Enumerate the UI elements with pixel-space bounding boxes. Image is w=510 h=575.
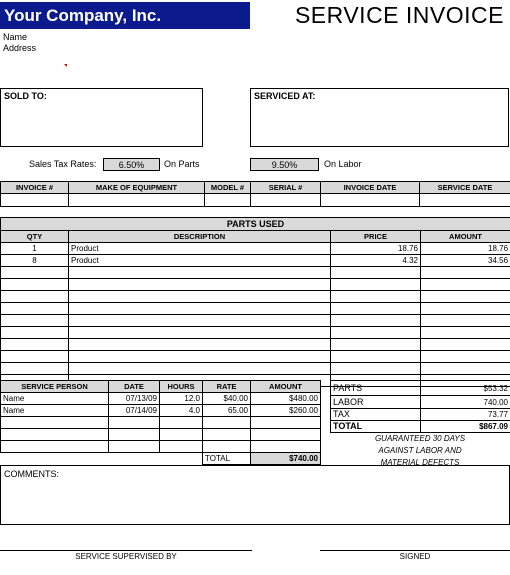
- labor-amount-cell[interactable]: $260.00: [251, 405, 321, 417]
- service-person-cell[interactable]: [1, 441, 109, 453]
- comments-label: COMMENTS:: [4, 469, 59, 479]
- price-cell[interactable]: 4.32: [331, 255, 421, 267]
- company-name: Your Company, Inc.: [0, 2, 250, 29]
- labor-amount-cell[interactable]: $480.00: [251, 393, 321, 405]
- date-cell[interactable]: [109, 417, 160, 429]
- qty-cell[interactable]: 1: [1, 243, 69, 255]
- table-row: [1, 315, 510, 327]
- parts-table: [0, 217, 510, 387]
- table-row: [1, 405, 321, 417]
- description-cell[interactable]: [69, 339, 331, 351]
- summary-total-label: TOTAL: [331, 421, 421, 433]
- invoice-date-header: INVOICE DATE: [321, 182, 420, 194]
- amount-cell[interactable]: [421, 291, 510, 303]
- summary-labor-label: LABOR: [331, 396, 421, 409]
- summary-parts-value: $53.32: [421, 381, 510, 396]
- labor-tax-label: On Labor: [324, 159, 362, 169]
- rate-cell[interactable]: [203, 417, 251, 429]
- qty-cell[interactable]: [1, 351, 69, 363]
- table-row: [1, 417, 321, 429]
- qty-header: QTY: [1, 231, 69, 243]
- service-person-cell[interactable]: [1, 417, 109, 429]
- description-cell[interactable]: [69, 291, 331, 303]
- service-supervised-label: SERVICE SUPERVISED BY: [75, 552, 177, 561]
- hours-cell[interactable]: 4.0: [160, 405, 203, 417]
- serial-number-header: SERIAL #: [251, 182, 321, 194]
- table-row: [1, 327, 510, 339]
- table-row: [1, 351, 510, 363]
- price-cell[interactable]: [331, 303, 421, 315]
- table-row: [1, 243, 510, 255]
- invoice-date-cell[interactable]: [321, 194, 420, 207]
- parts-tax-rate[interactable]: 6.50%: [103, 158, 160, 171]
- parts-used-title: PARTS USED: [1, 218, 510, 231]
- description-cell[interactable]: Product: [69, 243, 331, 255]
- date-cell[interactable]: [109, 429, 160, 441]
- model-number-cell[interactable]: [205, 194, 251, 207]
- hours-cell[interactable]: [160, 441, 203, 453]
- labor-amount-header: AMOUNT: [251, 381, 321, 393]
- tax-rates-label: Sales Tax Rates:: [29, 159, 97, 169]
- labor-amount-cell[interactable]: [251, 429, 321, 441]
- price-cell[interactable]: [331, 351, 421, 363]
- hours-cell[interactable]: 12.0: [160, 393, 203, 405]
- qty-cell[interactable]: [1, 303, 69, 315]
- description-cell[interactable]: [69, 303, 331, 315]
- service-person-cell[interactable]: Name: [1, 393, 109, 405]
- serial-number-cell[interactable]: [251, 194, 321, 207]
- table-row: [1, 441, 321, 453]
- parts-tax-label: On Parts: [164, 159, 200, 169]
- description-cell[interactable]: [69, 315, 331, 327]
- labor-total-value: $740.00: [251, 453, 321, 465]
- qty-cell[interactable]: [1, 339, 69, 351]
- summary-labor-value: 740.00: [421, 396, 510, 409]
- labor-tax-rate[interactable]: 9.50%: [250, 158, 319, 171]
- price-cell[interactable]: [331, 315, 421, 327]
- price-cell[interactable]: 18.76: [331, 243, 421, 255]
- invoice-number-cell[interactable]: [1, 194, 69, 207]
- model-number-header: MODEL #: [205, 182, 251, 194]
- rate-cell[interactable]: $40.00: [203, 393, 251, 405]
- make-of-equipment-cell[interactable]: [69, 194, 205, 207]
- rate-cell[interactable]: [203, 429, 251, 441]
- description-cell[interactable]: [69, 351, 331, 363]
- hours-cell[interactable]: [160, 417, 203, 429]
- amount-cell[interactable]: [421, 339, 510, 351]
- amount-cell[interactable]: [421, 327, 510, 339]
- table-row: [1, 255, 510, 267]
- serviced-at-label: SERVICED AT:: [254, 91, 316, 101]
- date-cell[interactable]: [109, 441, 160, 453]
- summary-parts-label: PARTS: [331, 381, 421, 396]
- description-cell[interactable]: [69, 267, 331, 279]
- table-row: [1, 291, 510, 303]
- company-contact-name: Name: [3, 32, 28, 42]
- table-row: [1, 393, 321, 405]
- price-cell[interactable]: [331, 339, 421, 351]
- price-cell[interactable]: [331, 363, 421, 375]
- date-cell[interactable]: 07/13/09: [109, 393, 160, 405]
- service-person-header: SERVICE PERSON: [1, 381, 109, 393]
- qty-cell[interactable]: [1, 363, 69, 375]
- amount-cell[interactable]: [421, 279, 510, 291]
- summary-table: [330, 380, 510, 433]
- hours-header: HOURS: [160, 381, 203, 393]
- amount-cell[interactable]: [421, 267, 510, 279]
- invoice-info-table: [0, 181, 510, 207]
- rate-cell[interactable]: 65.00: [203, 405, 251, 417]
- qty-cell[interactable]: [1, 279, 69, 291]
- description-cell[interactable]: [69, 279, 331, 291]
- summary-total-value: $867.09: [421, 421, 510, 433]
- guarantee-line-3: MATERIAL DEFECTS: [380, 458, 460, 467]
- price-cell[interactable]: [331, 279, 421, 291]
- table-row: [1, 363, 510, 375]
- price-cell[interactable]: [331, 267, 421, 279]
- table-row: [1, 303, 510, 315]
- qty-cell[interactable]: [1, 315, 69, 327]
- signed-label: SIGNED: [399, 552, 431, 561]
- description-cell[interactable]: [69, 363, 331, 375]
- amount-cell[interactable]: [421, 303, 510, 315]
- rate-cell[interactable]: [203, 441, 251, 453]
- guarantee-text: [330, 433, 510, 469]
- invoice-title: SERVICE INVOICE: [294, 2, 504, 28]
- supervised-signature-line[interactable]: [0, 550, 252, 551]
- amount-cell[interactable]: [421, 351, 510, 363]
- comment-indicator-icon: [64, 64, 67, 67]
- price-header: PRICE: [331, 231, 421, 243]
- amount-cell[interactable]: 34.56: [421, 255, 510, 267]
- labor-total-label: TOTAL: [203, 453, 251, 465]
- hours-cell[interactable]: [160, 429, 203, 441]
- date-cell[interactable]: 07/14/09: [109, 405, 160, 417]
- qty-cell[interactable]: [1, 267, 69, 279]
- qty-cell[interactable]: [1, 291, 69, 303]
- service-date-cell[interactable]: [420, 194, 510, 207]
- invoice-number-header: INVOICE #: [1, 182, 69, 194]
- signed-signature-line[interactable]: [320, 550, 510, 551]
- price-cell[interactable]: [331, 327, 421, 339]
- price-cell[interactable]: [331, 291, 421, 303]
- amount-header: AMOUNT: [421, 231, 510, 243]
- summary-tax-value: 73.77: [421, 409, 510, 421]
- qty-cell[interactable]: 8: [1, 255, 69, 267]
- table-row: [1, 429, 321, 441]
- guarantee-line-1: GUARANTEED 30 DAYS: [374, 434, 466, 443]
- table-row: [1, 339, 510, 351]
- amount-cell[interactable]: [421, 315, 510, 327]
- description-cell[interactable]: [69, 327, 331, 339]
- description-cell[interactable]: Product: [69, 255, 331, 267]
- serviced-at-box[interactable]: [250, 88, 509, 147]
- company-address: Address: [3, 43, 37, 53]
- table-row: [1, 267, 510, 279]
- comments-box[interactable]: [0, 465, 510, 525]
- sold-to-label: SOLD TO:: [4, 91, 47, 101]
- table-row: [1, 279, 510, 291]
- qty-cell[interactable]: [1, 327, 69, 339]
- make-of-equipment-header: MAKE OF EQUIPMENT: [69, 182, 205, 194]
- summary-tax-label: TAX: [331, 409, 421, 421]
- labor-amount-cell[interactable]: [251, 441, 321, 453]
- amount-cell[interactable]: [421, 363, 510, 375]
- guarantee-line-2: AGAINST LABOR AND: [378, 446, 462, 455]
- service-person-cell[interactable]: Name: [1, 405, 109, 417]
- date-header: DATE: [109, 381, 160, 393]
- service-person-cell[interactable]: [1, 429, 109, 441]
- amount-cell[interactable]: 18.76: [421, 243, 510, 255]
- sold-to-box[interactable]: [0, 88, 203, 147]
- labor-amount-cell[interactable]: [251, 417, 321, 429]
- description-header: DESCRIPTION: [69, 231, 331, 243]
- labor-table: [0, 380, 321, 465]
- service-date-header: SERVICE DATE: [420, 182, 510, 194]
- rate-header: RATE: [203, 381, 251, 393]
